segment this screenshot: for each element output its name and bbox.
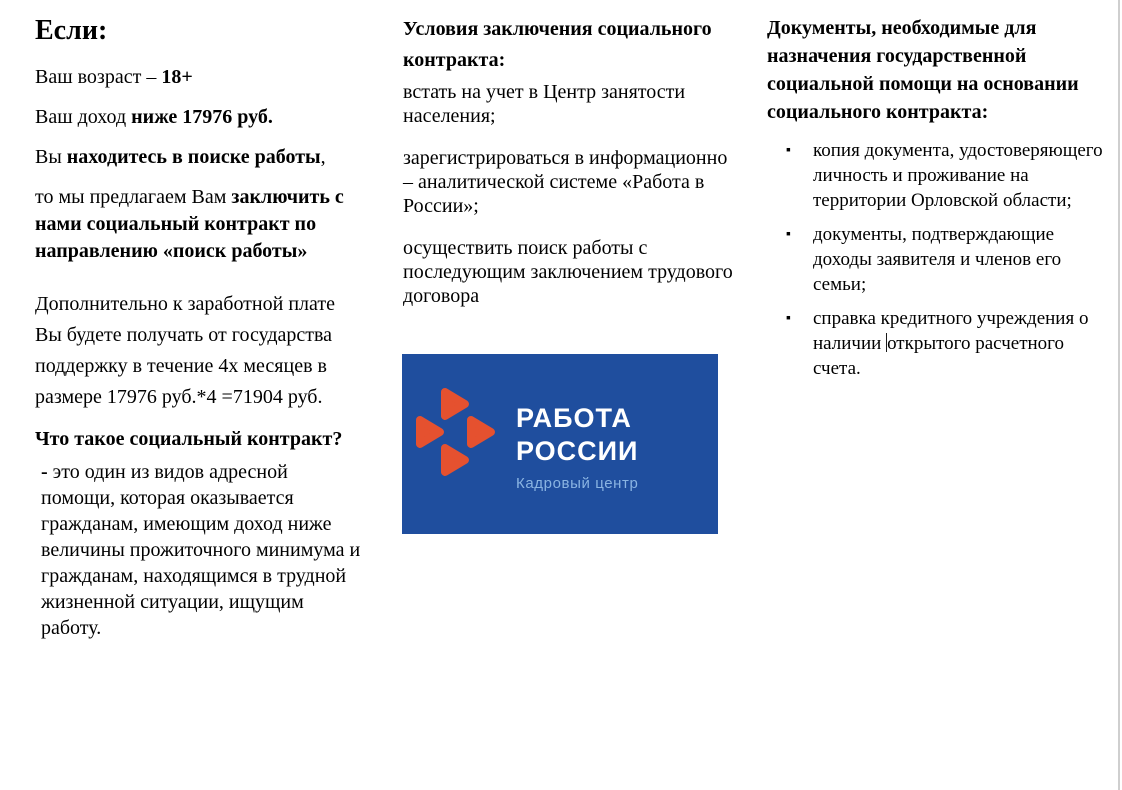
paragraph-income	[35, 104, 363, 131]
paragraph-job-search	[35, 144, 363, 171]
documents-list	[767, 138, 1115, 381]
list-item	[767, 306, 1115, 381]
paragraph-definition	[35, 459, 363, 641]
subheading-what-is-contract: Что такое социальный контракт?	[35, 428, 343, 450]
text-run-bold: 18+	[161, 66, 193, 88]
heading-contract-terms: Условия заключения социального контракта:	[403, 18, 712, 71]
page-title: Если:	[35, 15, 108, 46]
paragraph-age	[35, 64, 363, 91]
text-run-bold: находитесь в поиске работы	[66, 146, 321, 168]
bullet-square-icon: ▪	[786, 311, 791, 326]
text-run: открытого расчетного счета.	[813, 333, 1064, 379]
list-item-text: копия документа, удостоверяющего личность и проживание на территории Орловской области;	[813, 140, 1103, 211]
column-required-documents	[767, 14, 1115, 390]
heading-required-documents: Документы, необходимые для назначения государственной социальной помощи на основании социального контракта:	[767, 17, 1079, 123]
column-contract-terms	[403, 14, 735, 326]
text-run-bold: ниже 17976 руб.	[131, 106, 273, 128]
logo-title-line1: РАБОТА	[516, 403, 632, 433]
paragraph-offer	[35, 184, 363, 265]
paragraph-support-amount: Дополнительно к заработной плате Вы будете получать от государства поддержку в течение 4х месяцев в размере 17976 руб.*4 =71904 руб.	[35, 293, 335, 408]
logo-title-line2: РОССИИ	[516, 436, 639, 466]
term-item: зарегистрироваться в информационно – аналитической системе «Работа в России»;	[403, 147, 728, 217]
column-conditions-if	[35, 14, 363, 641]
text-run: Ваш доход	[35, 106, 132, 128]
logo-tagline: Кадровый центр	[516, 475, 639, 492]
text-run: ,	[320, 146, 326, 168]
text-run-bold: -	[41, 461, 53, 483]
list-item	[767, 222, 1115, 297]
bullet-square-icon: ▪	[786, 143, 791, 158]
text-run: Вы	[35, 146, 67, 168]
bullet-square-icon: ▪	[786, 227, 791, 242]
text-run: это один из видов адресной помощи, которая оказывается гражданам, имеющим доход ниже величины прожиточного минимума и гражданам, находящимся в трудной жизненной ситуации, ищущим работу.	[41, 461, 361, 639]
text-run: справка кредитного учреждения о наличии	[813, 308, 1089, 354]
page-edge-line	[1118, 0, 1120, 790]
list-item	[767, 138, 1115, 213]
logo-triangles-icon	[416, 388, 500, 482]
text-run: то мы предлагаем Вам	[35, 186, 232, 208]
term-item: осуществить поиск работы с последующим заключением трудового договора	[403, 237, 733, 307]
text-run-bold: заключить с нами социальный контракт по направлению «поиск работы»	[35, 186, 344, 262]
logo-text-block	[516, 402, 638, 493]
term-item: встать на учет в Центр занятости населения;	[403, 81, 686, 127]
rabota-rossii-logo	[402, 354, 718, 534]
list-item-text: документы, подтверждающие доходы заявителя и членов его семьи;	[813, 224, 1062, 295]
text-run: Ваш возраст –	[35, 66, 162, 88]
list-item-text	[813, 306, 1115, 381]
